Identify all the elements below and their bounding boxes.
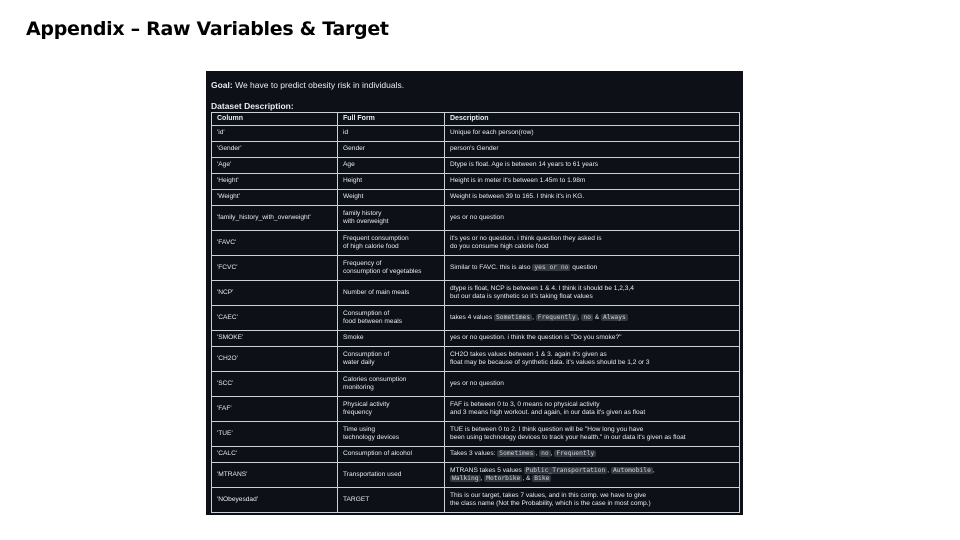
description-text: , xyxy=(577,313,582,321)
description-text: , & xyxy=(522,475,533,482)
table-row xyxy=(212,463,740,488)
full-form-line: family history xyxy=(343,209,382,217)
cell-description xyxy=(445,281,740,306)
description-text: , xyxy=(535,450,540,458)
inline-code-value: yes or no xyxy=(534,263,569,271)
table-row xyxy=(212,256,740,281)
cell-column: 'FAVC' xyxy=(212,231,338,256)
cell-column: 'CH2O' xyxy=(212,347,338,372)
cell-description xyxy=(445,422,740,447)
full-form-line: technology devices xyxy=(343,434,400,441)
cell-description xyxy=(445,158,740,174)
cell-description xyxy=(445,488,740,513)
full-form-line: with overweight xyxy=(343,218,389,225)
cell-column: 'SMOKE' xyxy=(212,331,338,347)
full-form-line: id xyxy=(343,129,349,137)
cell-description xyxy=(445,126,740,142)
cell-description xyxy=(445,331,740,347)
table-row xyxy=(212,174,740,190)
cell-column: 'CALC' xyxy=(212,447,338,463)
table-row xyxy=(212,331,740,347)
goal-line xyxy=(211,80,404,90)
cell-column: 'Height' xyxy=(212,174,338,190)
inline-code-value: Always xyxy=(603,313,626,321)
slide-title: Appendix – Raw Variables & Target xyxy=(26,18,389,40)
cell-description xyxy=(445,306,740,331)
inline-code-value: Bike xyxy=(534,475,550,482)
inline-code-value: Automobile xyxy=(612,466,651,474)
cell-column: 'NObeyesdad' xyxy=(212,488,338,513)
inline-code-value: Sometimes xyxy=(499,450,534,458)
cell-column: 'CAEC' xyxy=(212,306,338,331)
description-text: Weight is between 39 to 165. I think it's in KG. xyxy=(450,193,585,201)
full-form-line: Consumption of xyxy=(343,309,390,317)
description-text: the class name (Not the Probability, which is the case in most comp.) xyxy=(450,500,651,507)
table-row xyxy=(212,488,740,513)
description-text: but our data is synthetic so it's taking float values xyxy=(450,293,593,300)
description-text: Height is in meter it's between 1.45m to 1.98m xyxy=(450,177,586,185)
table-row xyxy=(212,372,740,397)
full-form-line: frequency xyxy=(343,409,372,416)
dataset-panel xyxy=(206,71,743,515)
full-form-line: Consumption of xyxy=(343,350,390,358)
cell-column: 'FCVC' xyxy=(212,256,338,281)
dataset-description-title: Dataset Description: xyxy=(211,101,294,111)
cell-description xyxy=(445,174,740,190)
header-description: Description xyxy=(445,113,740,126)
cell-full-form xyxy=(338,158,445,174)
cell-full-form xyxy=(338,447,445,463)
table-row xyxy=(212,347,740,372)
cell-column: 'SCC' xyxy=(212,372,338,397)
cell-full-form xyxy=(338,206,445,231)
cell-column: 'MTRANS' xyxy=(212,463,338,488)
cell-full-form xyxy=(338,281,445,306)
table-row xyxy=(212,231,740,256)
cell-description xyxy=(445,206,740,231)
description-text: dtype is float, NCP is between 1 & 4. I think it should be 1,2,3,4 xyxy=(450,284,634,292)
cell-description xyxy=(445,397,740,422)
inline-code-value: Sometimes xyxy=(495,313,531,321)
full-form-line: monitoring xyxy=(343,384,374,391)
cell-description xyxy=(445,256,740,281)
full-form-line: TARGET xyxy=(343,495,370,503)
inline-code-value: no xyxy=(583,313,591,321)
cell-full-form xyxy=(338,488,445,513)
cell-description xyxy=(445,190,740,206)
full-form-line: Calories consumption xyxy=(343,375,407,383)
cell-description xyxy=(445,372,740,397)
cell-column: 'FAF' xyxy=(212,397,338,422)
cell-full-form xyxy=(338,463,445,488)
table-row xyxy=(212,142,740,158)
inline-code-value: no xyxy=(541,450,549,458)
description-text: Dtype is float. Age is between 14 years to 61 years xyxy=(450,161,599,169)
description-text: CH2O takes values between 1 & 3. again it's given as xyxy=(450,350,607,358)
description-text: FAF is between 0 to 3, 0 means no physical activity xyxy=(450,400,600,408)
full-form-line: Transportation used xyxy=(343,470,402,478)
inline-code-value: Walking xyxy=(452,475,479,482)
description-text: Similar to FAVC. this is also xyxy=(450,263,533,271)
description-text: yes or no question xyxy=(450,213,504,221)
cell-full-form xyxy=(338,190,445,206)
description-text: , xyxy=(550,450,555,458)
full-form-line: Smoke xyxy=(343,334,364,342)
table-row xyxy=(212,158,740,174)
description-text: yes or no question. i think the question is "Do you smoke?" xyxy=(450,334,622,342)
full-form-line: Number of main meals xyxy=(343,288,410,296)
description-text: Unique for each person(row) xyxy=(450,129,534,137)
cell-full-form xyxy=(338,306,445,331)
table-row xyxy=(212,126,740,142)
table-row xyxy=(212,206,740,231)
full-form-line: Time using xyxy=(343,425,376,433)
description-text: MTRANS takes 5 values xyxy=(450,466,524,474)
table-body xyxy=(212,126,740,513)
cell-full-form xyxy=(338,126,445,142)
description-text: , xyxy=(652,466,655,474)
cell-full-form xyxy=(338,422,445,447)
description-text: This is our target, takes 7 values, and in this comp. we have to give xyxy=(450,491,647,499)
variables-table xyxy=(211,112,740,513)
cell-full-form xyxy=(338,174,445,190)
cell-description xyxy=(445,231,740,256)
full-form-line: of high calorie food xyxy=(343,243,399,250)
description-text: Takes 3 values: xyxy=(450,450,498,458)
inline-code-value: Frequently xyxy=(556,450,595,458)
full-form-line: Weight xyxy=(343,193,364,201)
full-form-line: Gender xyxy=(343,145,365,153)
full-form-line: food between meals xyxy=(343,318,403,325)
cell-full-form xyxy=(338,331,445,347)
description-text: TUE is between 0 to 2. I think question will be "How long you have xyxy=(450,425,644,433)
description-text: and 3 means high workout. and again, in our data it's given as float xyxy=(450,409,646,416)
goal-label: Goal: xyxy=(211,80,233,90)
full-form-line: water daily xyxy=(343,359,375,366)
description-text: person's Gender xyxy=(450,145,499,153)
cell-description xyxy=(445,463,740,488)
cell-description xyxy=(445,447,740,463)
cell-full-form xyxy=(338,142,445,158)
description-text: been using technology devices to track your health." in our data it's given as float xyxy=(450,434,686,441)
cell-full-form xyxy=(338,231,445,256)
table-row xyxy=(212,422,740,447)
full-form-line: Age xyxy=(343,161,355,169)
full-form-line: consumption of vegetables xyxy=(343,268,422,275)
cell-column: 'family_history_with_overweight' xyxy=(212,206,338,231)
full-form-line: Frequency of xyxy=(343,259,382,267)
description-text: do you consume high calorie food xyxy=(450,243,549,250)
description-text: it's yes or no question. i think question they asked is xyxy=(450,234,602,242)
cell-full-form xyxy=(338,372,445,397)
full-form-line: Consumption of alcohol xyxy=(343,450,412,458)
cell-full-form xyxy=(338,397,445,422)
description-text: float may be because of synthetic data. it's values should be 1,2 or 3 xyxy=(450,359,650,366)
description-text: & xyxy=(592,313,602,321)
table-row xyxy=(212,447,740,463)
cell-column: 'Weight' xyxy=(212,190,338,206)
table-row xyxy=(212,306,740,331)
description-text: , xyxy=(480,475,485,482)
inline-code-value: Motorbike xyxy=(486,475,521,482)
description-text: question xyxy=(570,263,598,271)
header-full-form: Full Form xyxy=(338,113,445,126)
inline-code-value: Public_Transportation xyxy=(525,466,606,474)
cell-description xyxy=(445,347,740,372)
table-row xyxy=(212,190,740,206)
cell-column: 'id' xyxy=(212,126,338,142)
cell-description xyxy=(445,142,740,158)
table-row xyxy=(212,281,740,306)
cell-full-form xyxy=(338,256,445,281)
inline-code-value: Frequently xyxy=(537,313,576,321)
cell-full-form xyxy=(338,347,445,372)
full-form-line: Physical activity xyxy=(343,400,390,408)
cell-column: 'Age' xyxy=(212,158,338,174)
full-form-line: Height xyxy=(343,177,363,185)
description-text: takes 4 values xyxy=(450,313,494,321)
table-header-row xyxy=(212,113,740,126)
description-text: , xyxy=(607,466,611,474)
header-column: Column xyxy=(212,113,338,126)
cell-column: 'NCP' xyxy=(212,281,338,306)
description-text: yes or no question xyxy=(450,379,504,387)
cell-column: 'TUE' xyxy=(212,422,338,447)
table-row xyxy=(212,397,740,422)
goal-text: We have to predict obesity risk in individuals. xyxy=(232,80,405,90)
description-text: , xyxy=(532,313,536,321)
full-form-line: Frequent consumption xyxy=(343,234,409,242)
cell-column: 'Gender' xyxy=(212,142,338,158)
